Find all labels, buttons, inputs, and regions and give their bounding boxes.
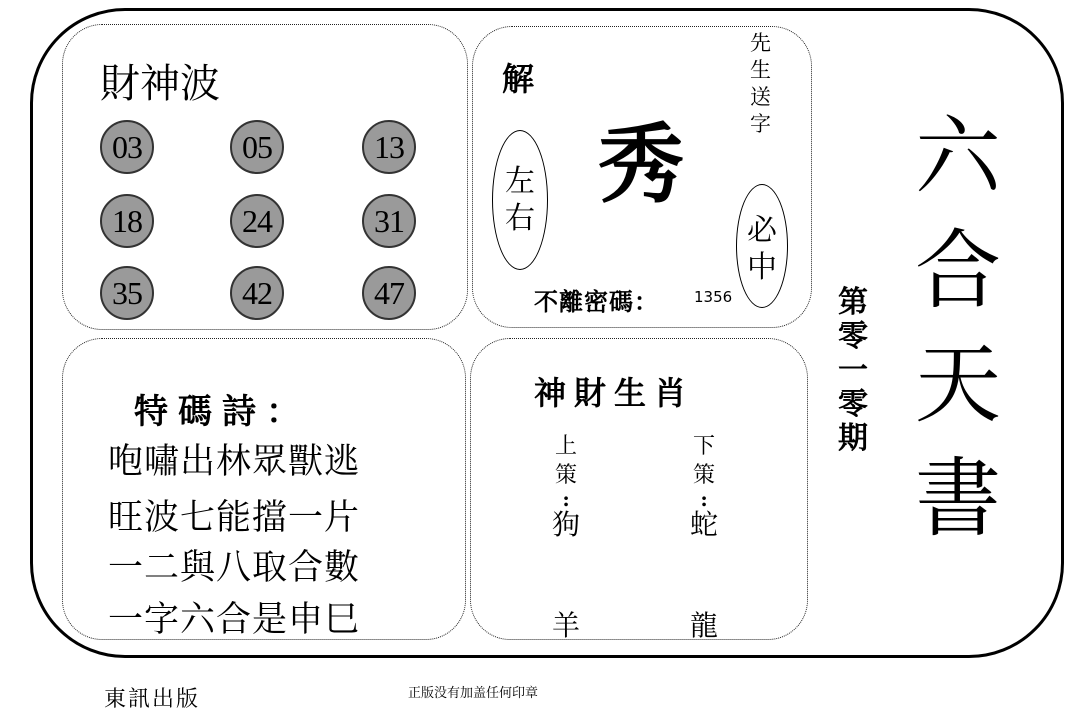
wealth-wave-title: 財神波	[100, 61, 220, 107]
number-ball: 18	[100, 194, 154, 248]
colon-mark: :	[700, 487, 708, 511]
authenticity-notice: 正版没有加盖任何印章	[408, 686, 539, 701]
issue-char: 零	[838, 387, 868, 422]
number-ball: 13	[362, 120, 416, 174]
upper-value: 狗	[552, 508, 581, 541]
poem-line: 旺波七能擋一片	[108, 498, 361, 538]
upper-strategy	[552, 432, 580, 542]
secret-code-value: 1356	[694, 288, 733, 306]
main-title-char: 天	[915, 335, 1001, 435]
hint-jie-label: 解	[502, 60, 535, 98]
main-title-char: 合	[915, 221, 1001, 321]
zhong-char: 中	[747, 250, 777, 285]
zodiac-title: 神財生肖	[534, 374, 695, 412]
poem-title: 特碼詩：	[134, 392, 310, 432]
issue-char: 一	[838, 353, 868, 388]
number-ball: 35	[100, 266, 154, 320]
number-ball: 03	[100, 120, 154, 174]
issue-char: 期	[838, 421, 868, 456]
poem-line: 一二與八取合數	[108, 548, 361, 588]
teacher-note-char: 先	[750, 31, 771, 55]
number-ball: 24	[230, 194, 284, 248]
right-char: 右	[505, 201, 535, 236]
main-title-char: 書	[915, 449, 1001, 549]
bi-char: 必	[747, 212, 777, 248]
lower-label-char: 下	[693, 434, 716, 459]
main-title	[915, 100, 1001, 556]
upper-label-char: 上	[555, 434, 578, 459]
teacher-note	[750, 30, 771, 138]
main-title-char: 六	[915, 107, 1001, 207]
poem-line: 一字六合是申巳	[108, 600, 361, 640]
poem-line: 咆嘯出林眾獸逃	[108, 442, 361, 482]
number-ball: 42	[230, 266, 284, 320]
number-ball: 31	[362, 194, 416, 248]
publisher-label: 東訊出版	[104, 687, 201, 712]
number-ball: 05	[230, 120, 284, 174]
teacher-note-char: 生	[750, 58, 771, 82]
teacher-note-char: 送	[750, 85, 771, 109]
left-right-oval	[492, 130, 548, 270]
hint-main-character: 秀	[598, 115, 684, 215]
lower-value: 蛇	[690, 508, 719, 541]
issue-number	[838, 286, 868, 456]
upper-value-2: 羊	[552, 609, 581, 642]
left-char: 左	[505, 163, 535, 199]
lower-label-char: 策	[693, 463, 716, 488]
colon-mark: :	[562, 487, 570, 511]
lower-value-2: 龍	[690, 609, 719, 642]
issue-char: 零	[838, 319, 868, 354]
secret-code-label: 不離密碼：	[534, 288, 659, 316]
bi-zhong-oval	[736, 184, 788, 308]
number-ball: 47	[362, 266, 416, 320]
upper-label-char: 策	[555, 463, 578, 488]
teacher-note-char: 字	[750, 112, 771, 136]
issue-char: 第	[838, 285, 868, 320]
lower-strategy	[690, 432, 718, 542]
